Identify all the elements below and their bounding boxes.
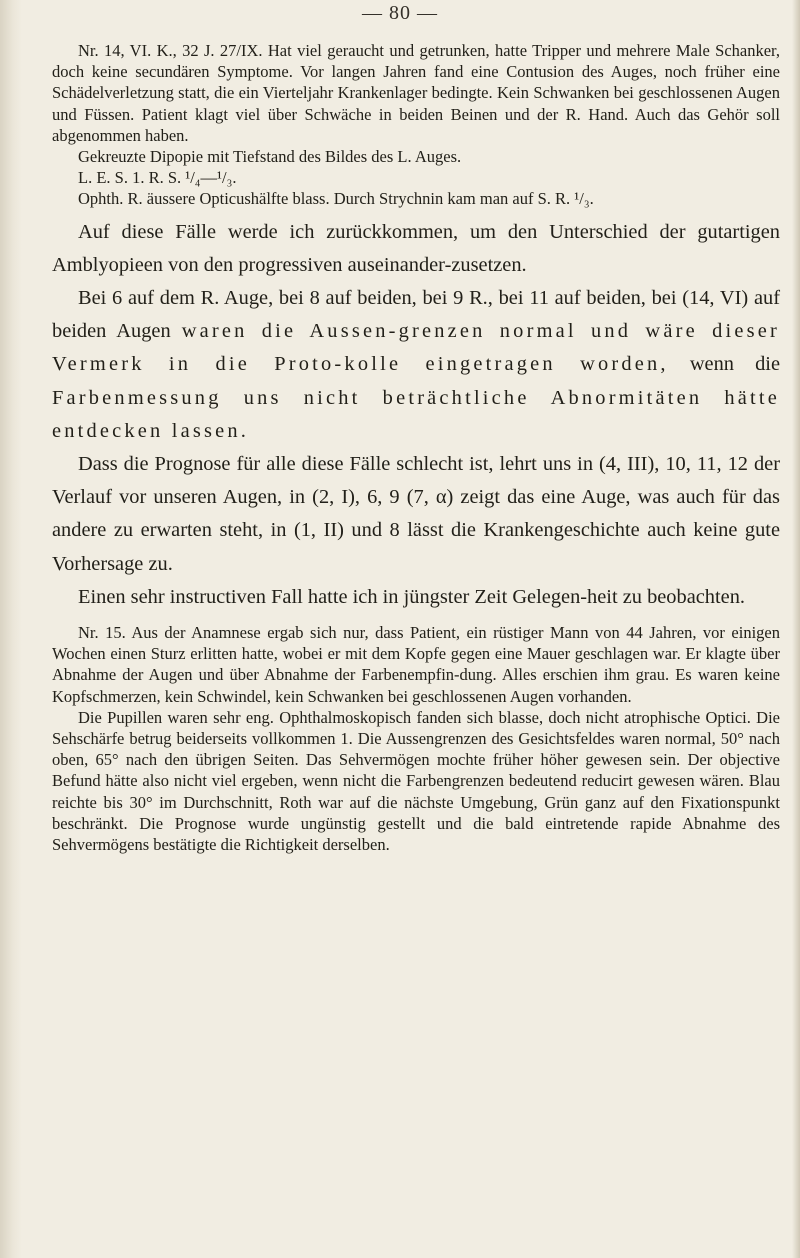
discussion-paragraph-2 xyxy=(52,282,780,448)
page-number: — 80 — xyxy=(362,2,438,24)
case-14-diplopia: Gekreuzte Dipopie mit Tiefstand des Bildes des L. Auges. xyxy=(78,147,462,167)
case-14-history: Nr. 14, VI. K., 32 J. 27/IX. Hat viel geraucht und getrunken, hatte Tripper und mehrere Male Schanker, doch keine secundären Symptome. Vor langen Jahren fand eine Contusion des Auges, noch früher eine Schädelverletzung statt, die ein Vierteljahr Krankenlager bedingte. Kein Schwanken bei geschlossenen Augen und Füssen. Patient klagt viel über Schwäche in beiden Beinen und der R. Hand. Auch das Gehör soll abgenommen haben. xyxy=(52,41,780,145)
page-body xyxy=(52,40,780,855)
discussion-paragraph-2-emphasis-1: waren die Aussen-grenzen normal und wäre dieser Vermerk in die Proto-kolle eingetragen worden, xyxy=(52,320,780,376)
discussion-paragraph-2-middle: wenn die xyxy=(668,353,780,376)
discussion-paragraph-3: Dass die Prognose für alle diese Fälle schlecht ist, lehrt uns in (4, III), 10, 11, 12 der Verlauf vor unseren Augen, in (2, I), 6, 9 (7, α) zeigt das eine Auge, was auch für das andere zu erwarten steht, in (1, II) und 8 lässt die Krankengeschichte auch keine gute Vorhersage zu. xyxy=(52,453,780,575)
discussion-paragraph-1: Auf diese Fälle werde ich zurückkommen, um den Unterschied der gutartigen Amblyopieen von den progressiven auseinander-zusetzen. xyxy=(52,220,780,276)
discussion-paragraph-2-emphasis-2: Farbenmessung uns nicht beträchtliche Abnormitäten hätte entdecken lassen. xyxy=(52,386,780,442)
section-gap xyxy=(52,614,780,622)
case-14-ophthalmoscopy: Ophth. R. äussere Opticushälfte blass. Durch Strychnin kam man auf S. R. ¹/₃. xyxy=(78,189,594,209)
case-15-history: Nr. 15. Aus der Anamnese ergab sich nur, dass Patient, ein rüstiger Mann von 44 Jahren, vor einigen Wochen einen Sturz erlitten hatte, wobei er mit dem Kopfe gegen eine Mauer geschlagen war. Er klagte über Abnahme der Augen und über Abnahme der Farbenempfin-dung. Alles erschien ihm grau. Es waren keine Kopfschmerzen, kein Schwindel, kein Schwanken bei geschlossenen Augen vorhanden. xyxy=(52,623,780,706)
case-14-visual-acuity: L. E. S. 1. R. S. ¹/₄—¹/₃. xyxy=(78,168,237,188)
page-edge-shadow xyxy=(792,0,800,1258)
discussion-paragraph-2-start: Bei 6 auf dem R. Auge, bei 8 auf beiden, bei 9 R., bei 11 auf beiden, bei (14, VI) auf beiden Augen xyxy=(52,287,780,343)
case-15-findings: Die Pupillen waren sehr eng. Ophthalmoskopisch fanden sich blasse, doch nicht atrophische Optici. Die Sehschärfe betrug beiderseits vollkommen 1. Die Aussengrenzen des Gesichtsfeldes waren normal, 50° nach oben, 65° nach den übrigen Seiten. Das Sehvermögen mochte früher höher gewesen sein. Der objective Befund hätte also nicht viel ergeben, wenn nicht die Farbengrenzen bedeutend reducirt gewesen wären. Blau reichte bis 30° im Durchschnitt, Roth war auf die nächste Umgebung, Grün ganz auf den Fixationspunkt beschränkt. Die Prognose wurde ungünstig gestellt und die bald eintretende rapide Abnahme des Sehvermögens bestätigte die Richtigkeit derselben. xyxy=(52,707,780,855)
discussion-paragraph-4: Einen sehr instructiven Fall hatte ich in jüngster Zeit Gelegen-heit zu beobachten. xyxy=(78,585,746,608)
page-binding-shadow xyxy=(0,0,22,1258)
